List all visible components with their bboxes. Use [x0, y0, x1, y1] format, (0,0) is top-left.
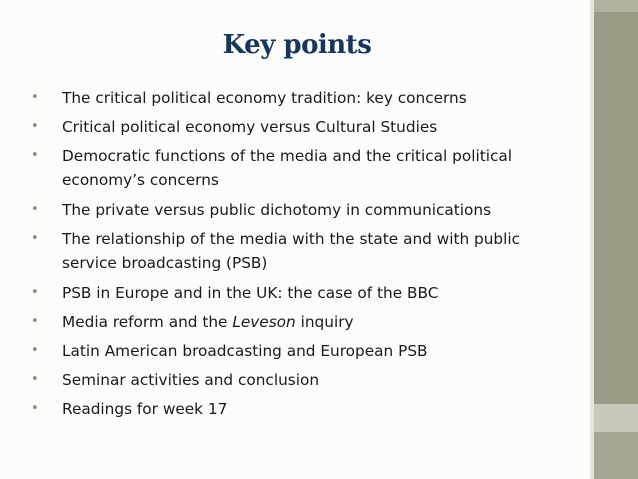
bullet-icon: • [31, 90, 39, 105]
list-item [30, 368, 550, 392]
list-item-text: PSB in Europe and in the UK: the case of the BBC [62, 284, 439, 302]
side-band-accent-lower [594, 404, 638, 432]
list-item-text-before: Media reform and the [62, 313, 233, 331]
bullet-icon: • [31, 231, 39, 246]
side-band-accent-top [594, 0, 638, 12]
bullet-icon: • [31, 401, 39, 416]
list-item-text: Readings for week 17 [62, 400, 228, 418]
list-item-text: Latin American broadcasting and European PSB [62, 342, 428, 360]
list-item [30, 144, 550, 192]
list-item-text: Seminar activities and conclusion [62, 371, 320, 389]
list-item-text-line-1: The relationship of the media with the state and with public [62, 230, 521, 248]
list-item-text-line-1: Democratic functions of the media and the critical political [62, 147, 512, 165]
list-item-text-emphasis: Leveson [232, 313, 296, 331]
list-item-text-line-2: economy’s concerns [62, 171, 219, 189]
list-item-text: The critical political economy tradition: key concerns [62, 89, 467, 107]
list-item [30, 397, 550, 421]
slide-title: Key points [222, 30, 372, 60]
key-points-list [30, 86, 550, 426]
bullet-icon: • [31, 314, 39, 329]
list-item-text: The private versus public dichotomy in communications [62, 201, 492, 219]
list-item-text-line-2: service broadcasting (PSB) [62, 254, 268, 272]
bullet-icon: • [31, 372, 39, 387]
list-item [30, 198, 550, 222]
bullet-icon: • [31, 148, 39, 163]
list-item [30, 227, 550, 275]
bullet-icon: • [31, 343, 39, 358]
bullet-icon: • [31, 285, 39, 300]
list-item [30, 310, 550, 334]
list-item [30, 86, 550, 110]
bullet-icon: • [31, 119, 39, 134]
list-item-text-after: inquiry [295, 313, 354, 331]
list-item [30, 281, 550, 305]
bullet-icon: • [31, 202, 39, 217]
list-item [30, 115, 550, 139]
list-item-text: Critical political economy versus Cultural Studies [62, 118, 438, 136]
list-item [30, 339, 550, 363]
side-band-accent-bottom [594, 432, 638, 479]
